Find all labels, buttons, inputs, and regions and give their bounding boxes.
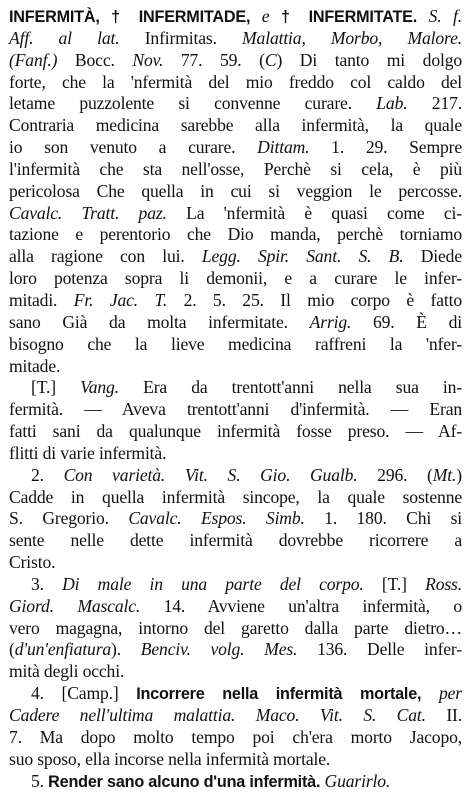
text-run: alla ragione con lui. (9, 246, 202, 267)
text-run: Infirmitas. (119, 27, 243, 48)
text-line (9, 268, 462, 290)
text-line (9, 203, 462, 225)
text-run: io son venuto a curare. (9, 137, 258, 158)
text-run: 2. (31, 464, 64, 485)
text-run: 14. Avviene un'altra infermità, o (140, 595, 462, 616)
italic-phrase: Con varietà. Vit. S. Gio. Gualb. (63, 464, 358, 485)
text-line (9, 771, 462, 793)
text-run: ). (111, 639, 141, 660)
text-run: mità degli occhi. (9, 661, 125, 682)
text-line (9, 72, 462, 94)
text-run: Diede (403, 246, 462, 267)
text-line (9, 683, 462, 705)
text-line (9, 181, 462, 203)
text-line (9, 377, 462, 399)
text-run: fatti sani da qualunque infermità fosse preso. — Af- (9, 421, 462, 442)
italic-phrase: Giord. Mascalc. (9, 595, 141, 616)
text-run: 69. È di (351, 311, 462, 332)
bold-phrase: Render sano alcuno d'una infermità. (48, 772, 325, 791)
italic-phrase: Dittam. (257, 137, 310, 158)
text-line (9, 115, 462, 137)
text-run: 217. (407, 93, 462, 114)
italic-phrase: Di male in una parte del corpo. (62, 573, 364, 594)
text-run: suo sposo, ella incorse nella infermità mortale. (9, 748, 331, 769)
text-run: 3. (31, 573, 63, 594)
text-line (9, 312, 462, 334)
text-line (9, 749, 462, 771)
text-run: 2. 5. 25. Il mio corpo è fatto (167, 289, 462, 310)
italic-phrase: d'un'enfiatura (14, 639, 112, 660)
text-run: ) (456, 464, 462, 485)
italic-phrase: C (264, 49, 277, 70)
italic-phrase: Vang. (80, 377, 119, 398)
text-line (9, 224, 462, 246)
text-run: S. Gregorio. (9, 508, 129, 529)
text-run: II. (425, 705, 462, 725)
italic-phrase: Ross. (425, 573, 462, 594)
italic-phrase: Cavalc. Espos. Simb. (128, 508, 305, 529)
text-run: vero magagna, intorno del garetto dalla parte dietro… (9, 617, 462, 638)
italic-phrase: Nov. (132, 49, 164, 70)
text-run: ( (9, 639, 15, 660)
bold-phrase: INFERMITÀ, † INFERMITADE, (9, 8, 262, 26)
text-run: 7. Ma dopo molto tempo poi ch'era morto Jacopo, (9, 726, 462, 747)
text-run: Contraria medicina sarebbe alla infermità, la quale (9, 115, 462, 136)
text-run: tazione e perentorio che Dio manda, perchè torniamo (9, 224, 462, 245)
text-run: 5. (31, 770, 49, 791)
text-line (9, 530, 462, 552)
italic-phrase: S. f. (428, 6, 462, 26)
text-line (9, 137, 462, 159)
text-run: [T.] (363, 573, 426, 594)
italic-phrase: Mt. (432, 464, 457, 485)
italic-phrase: Cavalc. Tratt. paz. (9, 202, 167, 223)
text-line (9, 6, 462, 28)
text-run: sano Già da molta infermitate. (9, 311, 310, 332)
italic-phrase: Legg. Spir. Sant. S. B. (201, 246, 404, 267)
text-line (9, 246, 462, 268)
italic-phrase: Aff. al lat. (9, 27, 120, 48)
text-line (9, 465, 462, 487)
text-run: mitade. (9, 355, 61, 376)
text-run: l'infermità che sta nell'osse, Perchè si cela, è più (9, 158, 462, 179)
italic-phrase: Benciv. volg. Mes. (140, 639, 298, 660)
text-run: ) Di tanto mi dolgo (276, 49, 462, 70)
italic-phrase: Arrig. (309, 311, 352, 332)
text-line (9, 552, 462, 574)
text-run: forte, che la 'nfermità del mio freddo col caldo del (9, 71, 462, 92)
text-line (9, 290, 462, 312)
text-line (9, 639, 462, 661)
text-run: letame puzzolente si convenne curare. (9, 93, 377, 114)
text-run: bisogno che la lieve medicina raffreni la 'nfer- (9, 333, 462, 354)
text-line (9, 334, 462, 356)
italic-phrase: Cadere nell'ultima malattia. Maco. Vit. S. Cat. (9, 705, 426, 725)
bold-phrase: † INFERMITATE. (269, 8, 429, 26)
text-run: loro potenza sopra li demonii, e a curare le infer- (9, 268, 462, 289)
text-line (9, 399, 462, 421)
text-line (9, 421, 462, 443)
italic-phrase: per (438, 683, 462, 704)
italic-phrase: Lab. (376, 93, 408, 114)
text-line (9, 596, 462, 618)
text-line (9, 705, 462, 727)
italic-phrase: Malattia, Morbo, Malore. (242, 27, 462, 48)
text-line (9, 93, 462, 115)
italic-phrase: (Fanf.) (9, 49, 75, 70)
text-run: mitadi. (9, 289, 74, 310)
text-run: 1. 29. Sempre (309, 137, 462, 158)
text-run: 136. Delle infer- (297, 639, 463, 660)
italic-phrase: Guarirlo. (324, 770, 391, 791)
text-run: Era da trentott'anni nella sua in- (118, 377, 462, 398)
text-run: 4. [Camp.] (31, 683, 137, 704)
text-line (9, 159, 462, 181)
text-line (9, 443, 462, 465)
text-run: fermità. — Aveva trentott'anni d'infermità. — Eran (9, 399, 462, 420)
italic-phrase: Fr. Jac. T. (73, 289, 168, 310)
text-run: 1. 180. Chi si (304, 508, 462, 529)
text-run: [T.] (31, 377, 81, 398)
italic-phrase: e (261, 6, 270, 26)
text-run: Cristo. (9, 552, 56, 573)
text-run: 77. 59. ( (163, 49, 265, 70)
text-line (9, 618, 462, 640)
text-run: sente nelle dette infermità dovrebbe ricorrere a (9, 530, 462, 551)
text-line (9, 574, 462, 596)
text-line (9, 28, 462, 50)
bold-phrase: Incorrere nella infermità mortale, (136, 685, 439, 704)
text-run: Bocc. (74, 49, 133, 70)
text-run: La 'nfermità è quasi come ci- (166, 202, 462, 223)
text-line (9, 487, 462, 509)
text-run: 296. ( (357, 464, 433, 485)
text-line (9, 50, 462, 72)
text-run: flitti di varie infermità. (9, 442, 167, 463)
text-line (9, 661, 462, 683)
text-line (9, 727, 462, 749)
text-run: Cadde in quella infermità sincope, la quale sostenne (9, 486, 462, 507)
text-line (9, 356, 462, 378)
text-run: pericolosa Che quella in cui si veggion le percosse. (9, 180, 462, 201)
text-line (9, 508, 462, 530)
